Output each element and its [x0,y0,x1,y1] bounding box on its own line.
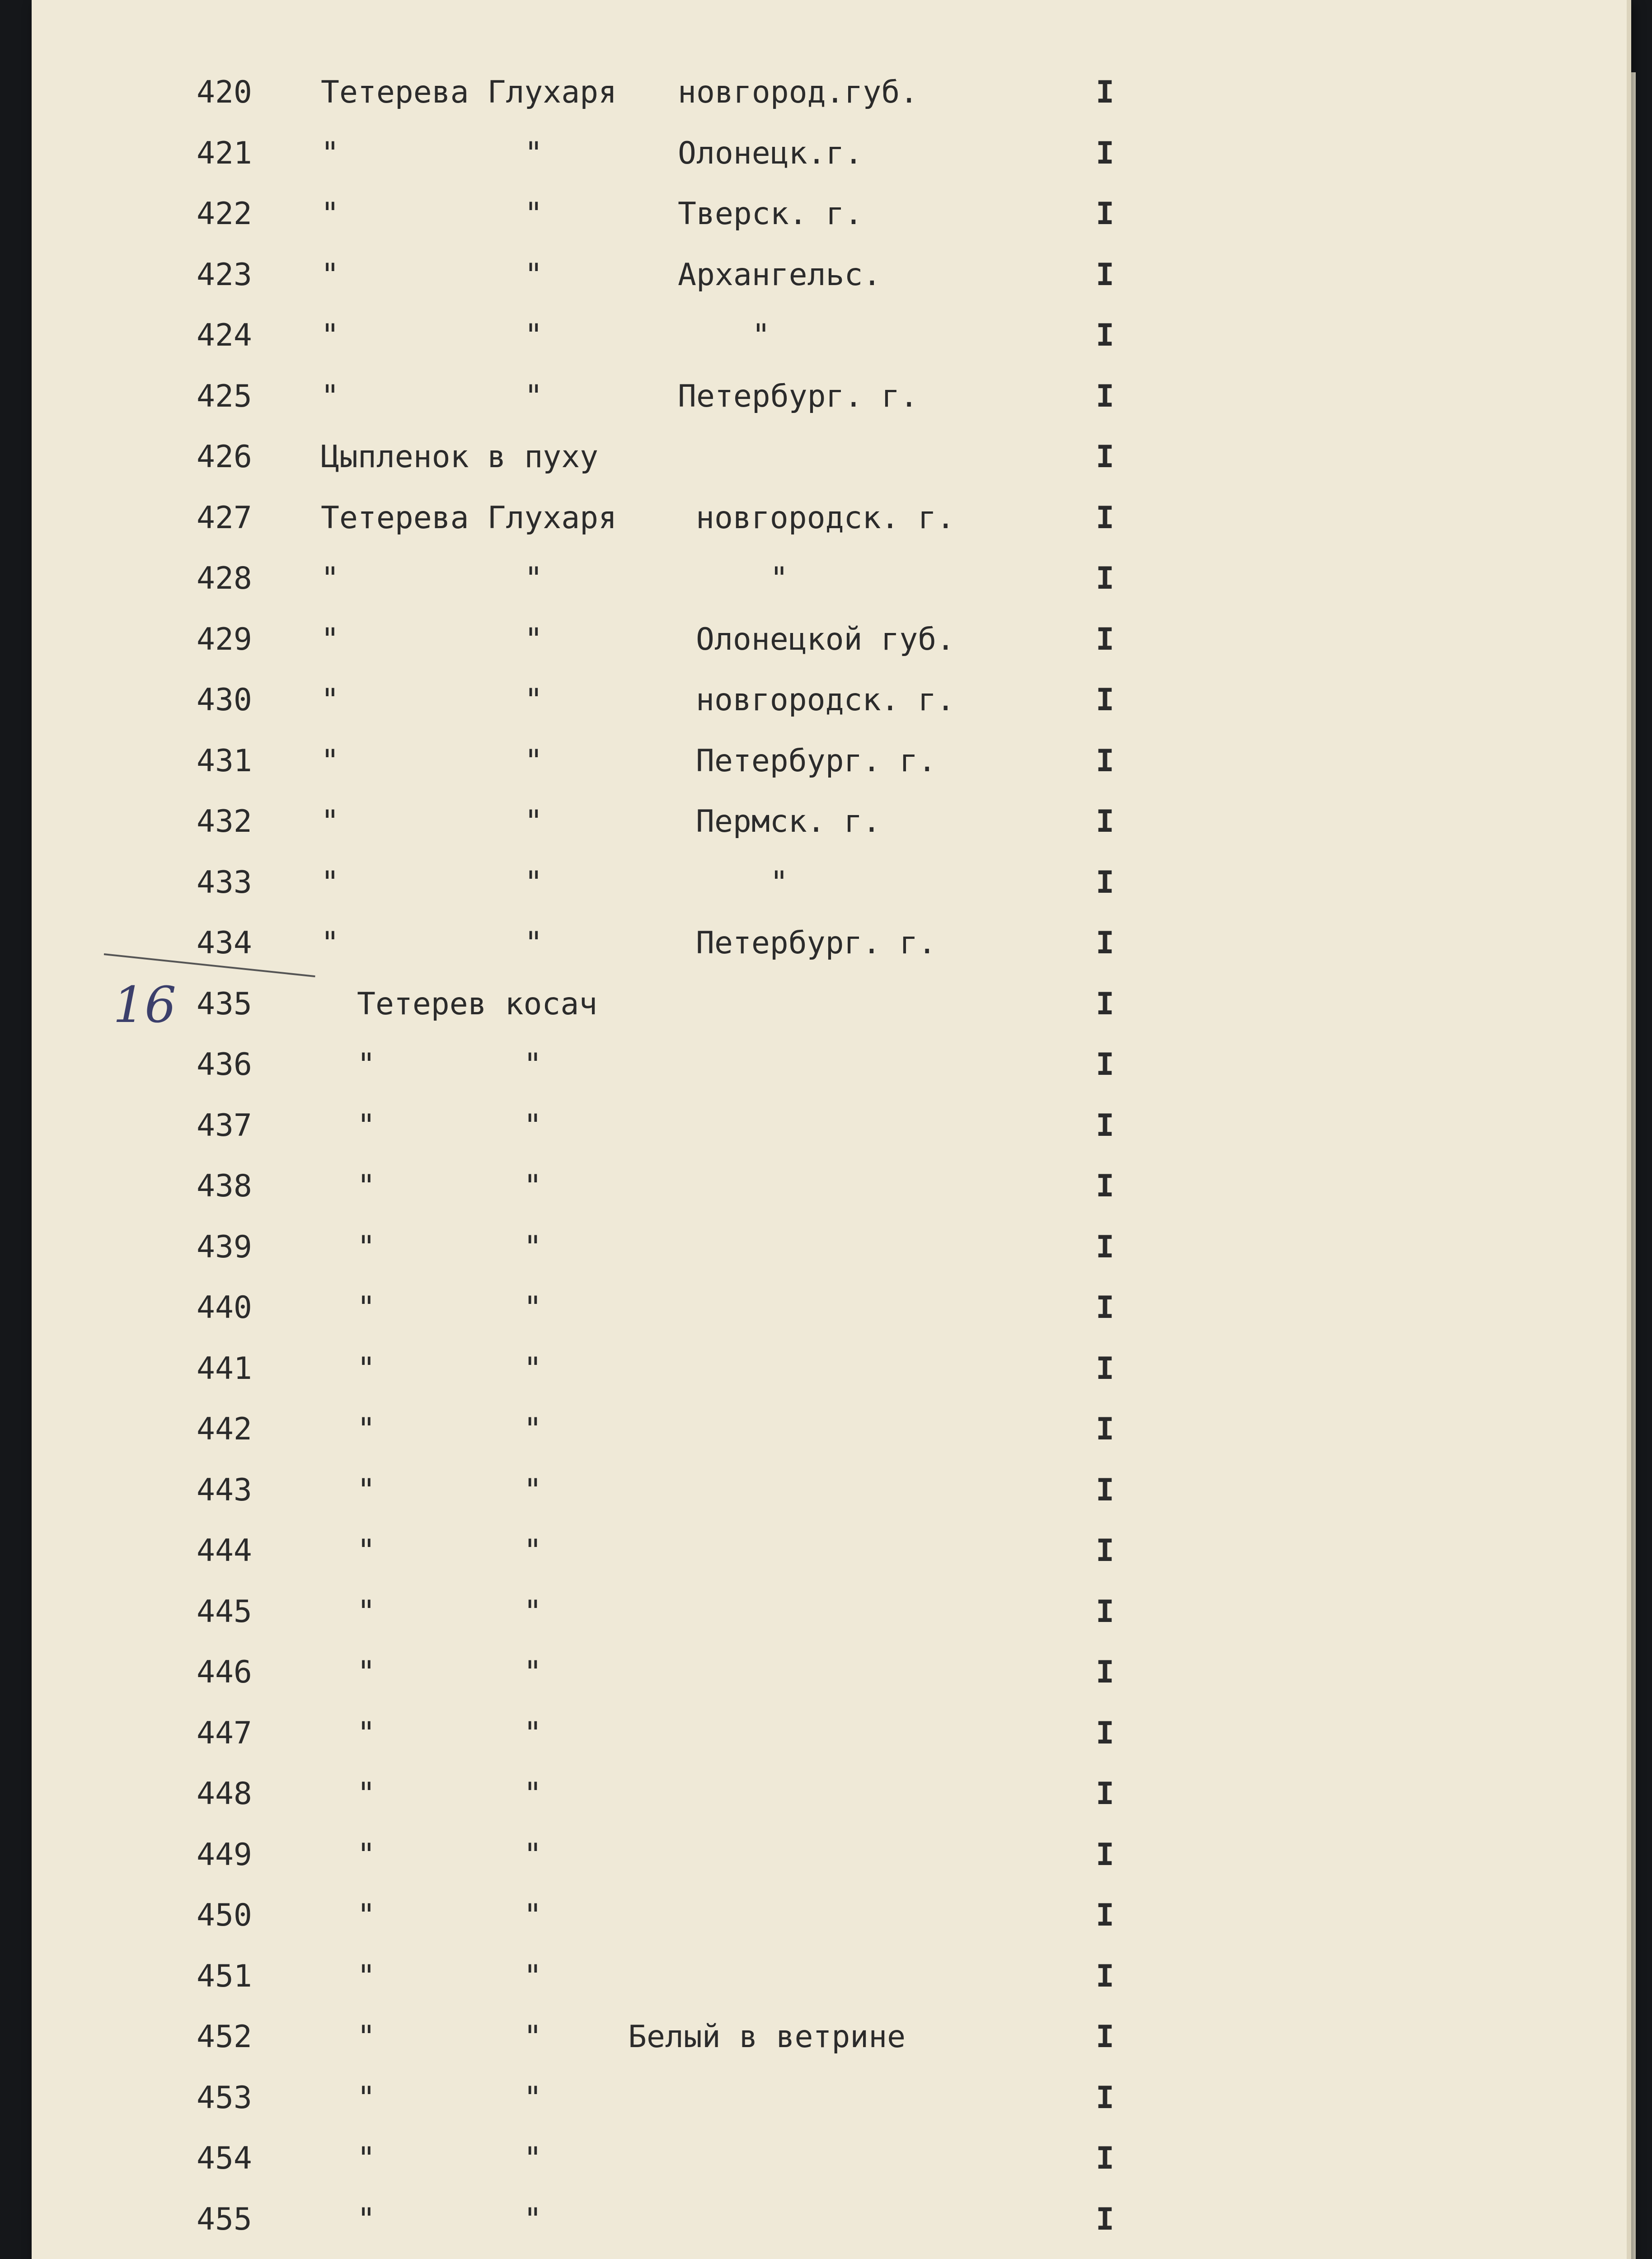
table-row [32,1351,1568,1405]
item-name: " " [357,2201,542,2237]
item-name: Тетерев косач [357,986,598,1022]
item-number: 443 [197,1472,252,1508]
table-row [32,1290,1568,1344]
item-quantity: I [1096,682,1114,718]
item-number: 447 [197,1715,252,1751]
item-region: " [696,864,788,900]
item-quantity: I [1096,1229,1114,1265]
item-name: " " [357,1958,542,1994]
item-name: " " [357,1411,542,1447]
item-name: " " [321,196,543,232]
table-row [32,1898,1568,1952]
table-row [32,2141,1568,2195]
item-number: 446 [197,1654,252,1690]
table-row [32,986,1568,1040]
table-row [32,1594,1568,1648]
item-quantity: I [1096,561,1114,596]
table-row [32,1047,1568,1101]
item-region: Олонецкой губ. [696,621,955,657]
item-number: 429 [197,621,252,657]
item-number: 455 [197,2201,252,2237]
item-region: новгородск. г. [696,682,955,718]
item-quantity: I [1096,1290,1114,1326]
item-name: " " [357,1350,542,1387]
item-quantity: I [1096,1047,1114,1083]
table-row [32,318,1568,372]
item-quantity: I [1096,2080,1114,2116]
item-number: 431 [197,743,252,779]
item-quantity: I [1096,986,1114,1022]
item-quantity: I [1096,196,1114,232]
item-name: " " [357,1837,542,1873]
item-region: Пермск. г. [696,804,881,839]
table-row [32,1654,1568,1709]
item-region: Петербург. г. [696,925,937,961]
table-row [32,1108,1568,1162]
item-number: 423 [197,257,252,293]
item-number: 445 [197,1593,252,1630]
item-region: Петербург. г. [696,743,937,779]
table-row [32,439,1568,493]
item-number: 453 [197,2080,252,2116]
item-region: новгород.губ. [678,75,919,110]
table-row [32,865,1568,919]
item-quantity: I [1096,1776,1114,1812]
item-quantity: I [1096,439,1114,475]
item-number: 430 [197,682,252,718]
item-number: 427 [197,500,252,536]
table-row [32,196,1568,250]
item-region: новгородск. г. [696,500,955,536]
table-row [32,2019,1568,2073]
item-quantity: I [1096,1350,1114,1387]
item-quantity: I [1096,864,1114,900]
table-row [32,682,1568,736]
item-quantity: I [1096,318,1114,353]
document-page [32,0,1631,2259]
item-quantity: I [1096,743,1114,779]
item-region: Петербург. г. [678,378,919,414]
table-row [32,2080,1568,2134]
table-row [32,379,1568,433]
item-quantity: I [1096,925,1114,961]
item-name: " " [357,1168,542,1204]
item-name: " " [357,1593,542,1630]
table-row [32,622,1568,676]
item-name: " " [357,1229,542,1265]
table-row [32,2202,1568,2256]
item-region: Тверск. г. [678,196,863,232]
item-name: " " [357,1715,542,1751]
item-quantity: I [1096,2201,1114,2237]
item-number: 435 [197,986,252,1022]
item-quantity: I [1096,1593,1114,1630]
item-quantity: I [1096,1958,1114,1994]
item-number: 426 [197,439,252,475]
item-quantity: I [1096,621,1114,657]
item-region: Архангельс. [678,257,882,293]
item-name: " " [357,1898,542,1933]
table-row [32,1776,1568,1830]
item-number: 442 [197,1411,252,1447]
item-number: 428 [197,561,252,596]
item-number: 425 [197,378,252,414]
table-row [32,500,1568,554]
item-number: 421 [197,135,252,171]
item-number: 441 [197,1350,252,1387]
margin-note: 16 [113,976,176,1034]
item-name: " " [321,257,543,293]
item-number: 437 [197,1107,252,1144]
table-row [32,561,1568,615]
item-name: " " [357,1776,542,1812]
item-name: " " [321,318,543,353]
item-name: " " [321,925,543,961]
table-row [32,75,1568,129]
table-row [32,1715,1568,1770]
item-name: " " [357,1472,542,1508]
item-name: " " [321,743,543,779]
item-name: " " [321,804,543,839]
item-quantity: I [1096,75,1114,110]
item-region: Белый в ветрине [628,2019,906,2055]
item-number: 448 [197,1776,252,1812]
item-name: Тетерева Глухаря [321,500,617,536]
item-name: " " [321,561,543,596]
item-name: " " [357,1107,542,1144]
table-row [32,1533,1568,1587]
item-quantity: I [1096,2141,1114,2176]
item-quantity: I [1096,500,1114,536]
item-name: " " [357,2080,542,2116]
item-name: " " [357,1654,542,1690]
item-number: 420 [197,75,252,110]
item-number: 451 [197,1958,252,1994]
item-quantity: I [1096,1898,1114,1933]
item-number: 444 [197,1533,252,1569]
item-number: 452 [197,2019,252,2055]
item-quantity: I [1096,1837,1114,1873]
item-quantity: I [1096,1715,1114,1751]
item-name: " " [357,2141,542,2176]
item-quantity: I [1096,135,1114,171]
table-row [32,1168,1568,1223]
item-number: 433 [197,864,252,900]
table-row [32,1959,1568,2013]
table-row [32,743,1568,797]
item-quantity: I [1096,1472,1114,1508]
item-name: " " [321,378,543,414]
item-name: " " [321,621,543,657]
item-name: " " [321,682,543,718]
item-quantity: I [1096,1533,1114,1569]
item-number: 439 [197,1229,252,1265]
item-name: " " [357,1290,542,1326]
item-number: 438 [197,1168,252,1204]
table-row [32,257,1568,311]
item-number: 440 [197,1290,252,1326]
item-quantity: I [1096,804,1114,839]
item-name: " " [357,1533,542,1569]
item-number: 454 [197,2141,252,2176]
item-quantity: I [1096,257,1114,293]
item-quantity: I [1096,1411,1114,1447]
item-name: " " [321,864,543,900]
item-number: 434 [197,925,252,961]
table-row [32,1229,1568,1284]
item-number: 436 [197,1047,252,1083]
item-quantity: I [1096,1654,1114,1690]
table-row [32,804,1568,858]
table-row [32,1837,1568,1891]
item-number: 432 [197,804,252,839]
item-name: Тетерева Глухаря [321,75,617,110]
item-quantity: I [1096,1107,1114,1144]
table-row [32,1411,1568,1466]
item-name: " " [357,2019,542,2055]
item-name: " " [321,135,543,171]
item-number: 422 [197,196,252,232]
item-region: Олонецк.г. [678,135,863,171]
item-quantity: I [1096,1168,1114,1204]
table-row [32,136,1568,190]
item-number: 450 [197,1898,252,1933]
item-region: " [678,318,770,353]
table-row [32,1472,1568,1527]
item-quantity: I [1096,378,1114,414]
item-quantity: I [1096,2019,1114,2055]
item-region: " [696,561,788,596]
item-number: 424 [197,318,252,353]
item-name: Цыпленок в пуху [321,439,599,475]
item-name: " " [357,1047,542,1083]
item-number: 449 [197,1837,252,1873]
